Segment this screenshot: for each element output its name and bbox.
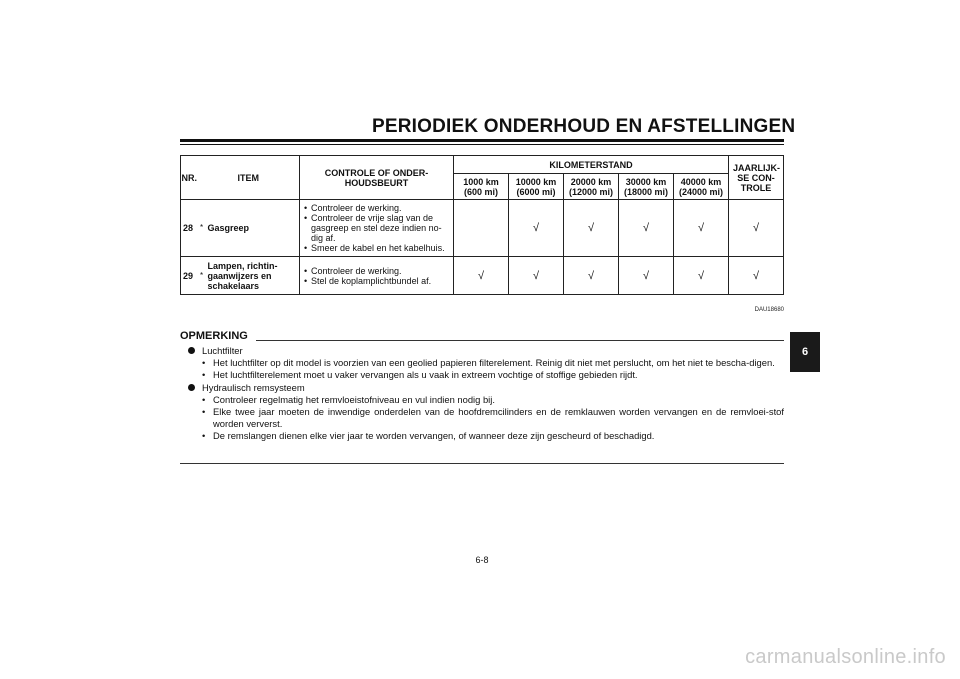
table-row <box>181 257 784 295</box>
note-bottom-rule <box>180 463 784 464</box>
check-cell: √ <box>619 257 674 295</box>
note-body <box>188 345 784 443</box>
row-number: 28 <box>181 200 198 257</box>
note-heading: OPMERKING <box>180 330 248 342</box>
note-item: • Het luchtfilter op dit model is voorzien van een geolied papieren filterelement. Reinig dit niet met perslucht, om het niet te bescha-digen. <box>188 357 784 369</box>
row-number: 29 <box>181 257 198 295</box>
document-code: DAU18680 <box>754 307 784 313</box>
row-control: • Controleer de werking. • Stel de koplamplichtbundel af. <box>300 257 454 295</box>
header-km-5: 40000 km (24000 mi) <box>674 174 729 200</box>
check-cell: √ <box>619 200 674 257</box>
watermark: carmanualsonline.info <box>745 646 946 668</box>
header-nr: NR. <box>181 156 198 200</box>
header-km-2: 10000 km (6000 mi) <box>509 174 564 200</box>
note-group-air-filter <box>188 345 784 382</box>
check-cell <box>454 200 509 257</box>
check-cell: √ <box>454 257 509 295</box>
note-item: • De remslangen dienen elke vier jaar te worden vervangen, of wanneer deze zijn gescheurd of beschadigd. <box>188 430 784 442</box>
header-annual: JAARLIJK-SE CON-TROLE <box>729 156 784 200</box>
note-item: • Controleer regelmatig het remvloeistofniveau en vul indien nodig bij. <box>188 394 784 406</box>
check-cell: √ <box>564 200 619 257</box>
note-item: • Het luchtfilterelement moet u vaker vervangen als u vaak in extreem vochtige of stoffige gebieden rijdt. <box>188 369 784 381</box>
header-km-1: 1000 km (600 mi) <box>454 174 509 200</box>
check-cell: √ <box>674 257 729 295</box>
row-control: • Controleer de werking. • Controleer de vrije slag van de gasgreep en stel deze indien no-dig af. • Smeer de kabel en het kabelhuis. <box>300 200 454 257</box>
title-rule-thin <box>180 144 784 145</box>
row-star: * <box>198 257 206 295</box>
note-group-title: Hydraulisch remsysteem <box>188 382 784 394</box>
table-row <box>181 200 784 257</box>
header-km-4: 30000 km (18000 mi) <box>619 174 674 200</box>
header-kilometerstand: KILOMETERSTAND <box>454 156 729 174</box>
note-heading-rule <box>256 340 784 341</box>
check-cell: √ <box>729 200 784 257</box>
bullet-dot-icon <box>188 384 195 391</box>
row-item: Gasgreep <box>206 200 300 257</box>
row-item: Lampen, richtin-gaanwijzers en schakelaars <box>206 257 300 295</box>
note-group-brake-system <box>188 382 784 443</box>
row-star: * <box>198 200 206 257</box>
check-cell: √ <box>564 257 619 295</box>
header-item: ITEM <box>198 156 300 200</box>
header-control: CONTROLE OF ONDER-HOUDSBEURT <box>300 156 454 200</box>
title-rule <box>180 139 784 142</box>
check-cell: √ <box>509 257 564 295</box>
chapter-tab[interactable]: 6 <box>790 332 820 372</box>
header-km-3: 20000 km (12000 mi) <box>564 174 619 200</box>
check-cell: √ <box>729 257 784 295</box>
check-cell: √ <box>509 200 564 257</box>
page-title: PERIODIEK ONDERHOUD EN AFSTELLINGEN <box>372 116 796 137</box>
page-number: 6-8 <box>475 555 489 565</box>
note-item: • Elke twee jaar moeten de inwendige onderdelen van de hoofdremcilinders en de remklauwen worden vervangen en de remvloei-stof worden ververst. <box>188 406 784 430</box>
maintenance-table <box>180 155 784 295</box>
note-group-title: Luchtfilter <box>188 345 784 357</box>
bullet-dot-icon <box>188 347 195 354</box>
check-cell: √ <box>674 200 729 257</box>
